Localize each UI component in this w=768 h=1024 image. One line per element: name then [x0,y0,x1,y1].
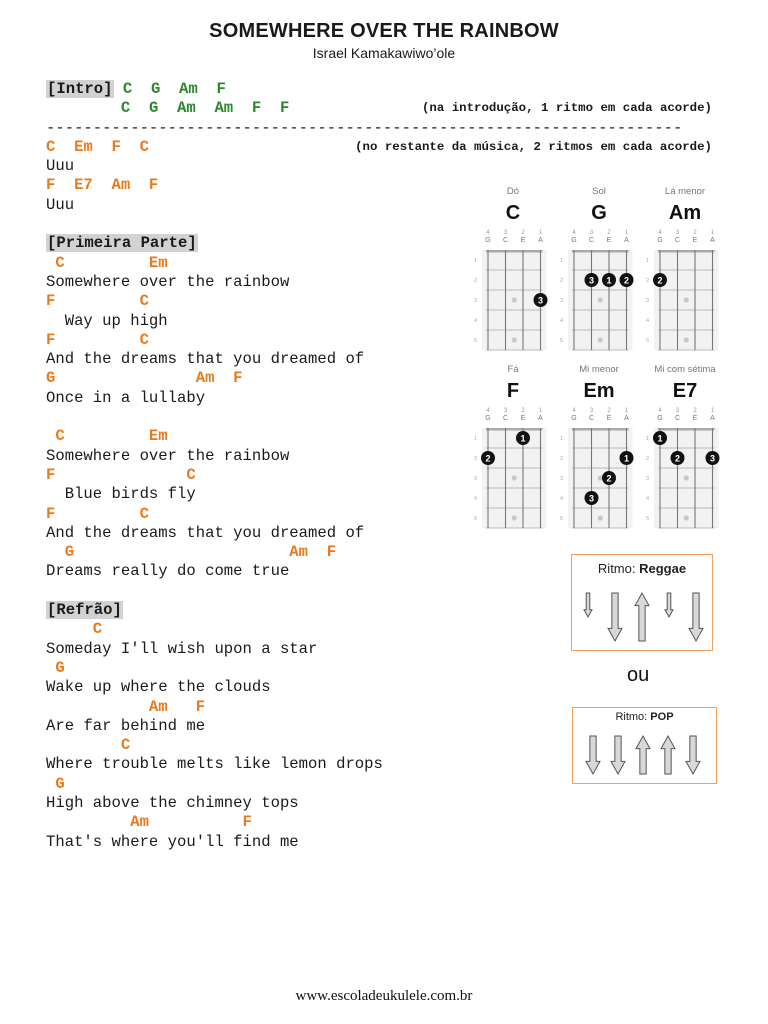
fret-number: 2 [560,456,564,462]
fret-marker [684,475,689,480]
string-name: E [692,415,698,422]
fretboard-nut [572,250,629,253]
fret-marker [598,297,603,302]
lyric-line: Where trouble melts like lemon drops [46,755,383,774]
chord-line: F C [46,330,149,349]
finger-number: 3 [588,493,595,504]
chord-line: Am F [46,813,252,832]
string-name: A [624,415,629,422]
chord-diagram-name: Mi menor [579,364,619,375]
string-number: 3 [503,408,508,414]
fretboard-nut [486,428,543,431]
down-arrow-icon [584,593,592,617]
lyric-line: Are far behind me [46,716,206,735]
chord-line: G [46,658,65,677]
chord-line: F C [46,504,149,523]
string-number: 4 [572,408,576,414]
string-name: E [520,415,526,422]
lyric-line: Somewhere over the rainbow [46,272,290,291]
fret-number: 1 [560,436,564,442]
finger-number: 2 [606,473,612,484]
rhythm-pop-arrows [573,728,716,783]
up-arrow-icon [636,736,650,774]
string-number: 1 [538,408,543,414]
chord-line: F C [46,465,196,484]
fret-number: 2 [646,456,650,462]
song-title: SOMEWHERE OVER THE RAINBOW [209,20,559,42]
chord-diagram-chord: E7 [672,380,698,402]
string-name: C [674,237,681,244]
down-arrow-icon [611,736,625,774]
finger-number: 1 [623,453,630,464]
finger-number: 1 [520,433,526,444]
down-arrow-icon [608,593,622,641]
fret-number: 3 [560,298,564,304]
string-number: 3 [675,230,680,236]
fretboard [556,230,642,344]
string-number: 1 [624,230,629,236]
fret-number: 2 [474,278,478,284]
string-number: 4 [486,230,490,236]
rhythm-reggae-label: Ritmo: Reggae [597,561,687,576]
fretboard [556,408,642,522]
fretboard [470,230,556,344]
lyric-line: Someday I'll wish upon a star [46,639,318,658]
finger-number: 2 [674,453,681,464]
chord-line: G [46,774,65,793]
finger-number: 3 [588,275,595,286]
chord-diagram-name: Sol [592,186,606,197]
rhythm-reggae-box [571,554,713,651]
chord-diagram-c [470,186,556,356]
chord-diagram-chord: G [591,202,607,224]
string-name: G [485,415,491,422]
fretboard [470,408,556,522]
fretboard-nut [658,428,715,431]
fret-number: 4 [474,496,478,502]
fret-number: 4 [560,496,564,502]
chord-line: Am F [46,697,206,716]
up-arrow-icon [635,593,649,641]
string-name: A [538,415,543,422]
lyric-line: High above the chimney tops [46,793,299,812]
fret-number: 5 [560,516,564,522]
finger-number: 2 [485,453,491,464]
chord-diagram-name: Mi com sétima [654,364,716,375]
fret-number: 2 [474,456,478,462]
fret-marker [512,515,517,520]
intro-line-2 [46,99,726,118]
fret-marker [684,297,689,302]
chord-diagram-g [556,186,642,356]
fret-marker [598,515,603,520]
string-name: G [657,237,663,244]
finger-number: 3 [537,295,544,306]
chord-diagram-em [556,364,642,534]
down-arrow-icon [586,736,600,774]
finger-number: 2 [623,275,630,286]
string-number: 3 [503,230,508,236]
down-arrow-icon [686,736,700,774]
fret-marker [598,337,603,342]
intro-line-1 [46,80,726,99]
string-name: G [485,237,491,244]
intro-note: (na introdução, 1 ritmo em cada acorde) [422,101,712,116]
string-name: C [502,415,509,422]
separator-line: -------------------------------------------------------------------- [46,118,683,137]
string-name: E [692,237,698,244]
section-label-part1: [Primeira Parte] [47,234,197,253]
verse0-note: (no restante da música, 2 ritmos em cada acorde) [355,139,712,154]
chord-diagram-name: Fá [507,364,519,375]
string-number: 1 [624,408,629,414]
fret-number: 4 [474,318,478,324]
fret-number: 4 [646,318,650,324]
fret-number: 3 [474,298,478,304]
chord-line: G Am F [46,543,337,562]
down-arrow-icon [665,593,673,617]
string-number: 2 [693,408,697,414]
finger-number: 1 [606,275,612,286]
chord-diagram-name: Dó [506,186,520,197]
lyric-line: That's where you'll find me [46,832,299,851]
fretboard-nut [486,250,543,253]
lyric-line: Wake up where the clouds [46,678,271,697]
rhythm-pop-box [572,707,717,784]
string-number: 2 [521,408,525,414]
chord-line: C [46,620,103,639]
verse0-lyric-2: Uuu [46,195,75,214]
section-label-intro: [Intro] [47,80,113,98]
chord-line: C Em [46,427,168,446]
verse0-lyric-1: Uuu [46,157,75,176]
up-arrow-icon [661,736,675,774]
section-label-chorus: [Refrão] [47,601,122,620]
fretboard [642,408,728,522]
string-number: 1 [538,230,543,236]
verse0-chords-1 [46,138,726,157]
fret-number: 1 [560,258,564,264]
chord-diagram-chord: Am [668,202,702,224]
fret-number: 5 [646,338,650,344]
chord-diagram-chord: F [506,380,520,402]
fret-number: 5 [474,516,478,522]
fret-number: 5 [474,338,478,344]
chord-line: C Em [46,253,168,272]
string-number: 4 [572,230,576,236]
chord-diagram-e7 [642,364,728,534]
string-name: C [588,415,595,422]
finger-number: 3 [709,453,716,464]
chord-diagram-chord: Em [583,380,615,402]
lyric-line: Dreams really do come true [46,562,290,581]
fret-number: 1 [474,258,478,264]
fretboard-nut [572,428,629,431]
string-number: 2 [693,230,697,236]
lyric-line: And the dreams that you dreamed of [46,350,365,369]
string-name: G [571,415,577,422]
footer-url[interactable]: www.escoladeukulele.com.br [295,988,473,1004]
string-number: 1 [710,230,715,236]
lyric-line: Blue birds fly [46,485,196,504]
fret-number: 3 [474,476,478,482]
lyric-line: Once in a lullaby [46,388,206,407]
fretboard-nut [658,250,715,253]
chord-diagram-am [642,186,728,356]
fret-number: 4 [560,318,564,324]
chord-diagram-name: Lá menor [664,186,706,197]
string-name: E [606,415,612,422]
or-text: ou [627,664,650,686]
fret-number: 3 [560,476,564,482]
string-name: A [624,237,629,244]
fret-number: 1 [646,436,650,442]
rhythm-pop-label: Ritmo: POP [615,711,674,723]
string-number: 1 [710,408,715,414]
string-number: 2 [521,230,525,236]
lyric-line: Somewhere over the rainbow [46,446,290,465]
chord-line: F C [46,292,149,311]
fret-number: 3 [646,298,650,304]
fret-number: 4 [646,496,650,502]
fret-marker [512,337,517,342]
string-number: 3 [589,230,594,236]
intro-chords-2: C G Am Am F F [120,99,290,118]
chord-line: C Em F C [46,137,149,156]
string-name: E [520,237,526,244]
string-number: 2 [607,230,611,236]
fret-number: 5 [560,338,564,344]
lyric-line: Way up high [46,311,168,330]
chord-line: C [46,736,131,755]
string-number: 4 [486,408,490,414]
string-name: A [710,415,715,422]
verse0-chords-2: F E7 Am F [46,176,159,195]
lyric-line: And the dreams that you dreamed of [46,523,365,542]
down-arrow-icon [689,593,703,641]
fret-marker [512,475,517,480]
finger-number: 2 [657,275,663,286]
fret-number: 2 [646,278,650,284]
string-name: C [588,237,595,244]
string-number: 3 [675,408,680,414]
string-name: G [571,237,577,244]
fret-number: 5 [646,516,650,522]
artist-name: Israel Kamakawiwo’ole [312,45,456,61]
string-name: A [710,237,715,244]
string-name: E [606,237,612,244]
rhythm-reggae-arrows [572,581,712,651]
fret-number: 1 [474,436,478,442]
fret-number: 3 [646,476,650,482]
finger-number: 1 [657,433,663,444]
fretboard [642,230,728,344]
fret-number: 1 [646,258,650,264]
fret-marker [684,337,689,342]
intro-chords-1: C G Am F [122,80,226,98]
string-number: 4 [658,230,662,236]
string-number: 4 [658,408,662,414]
fret-marker [684,515,689,520]
fret-number: 2 [560,278,564,284]
string-number: 3 [589,408,594,414]
string-name: C [674,415,681,422]
string-name: C [502,237,509,244]
chord-line: G Am F [46,369,243,388]
string-name: A [538,237,543,244]
string-number: 2 [607,408,611,414]
chord-diagram-f [470,364,556,534]
fret-marker [512,297,517,302]
string-name: G [657,415,663,422]
chord-diagram-chord: C [505,202,521,224]
